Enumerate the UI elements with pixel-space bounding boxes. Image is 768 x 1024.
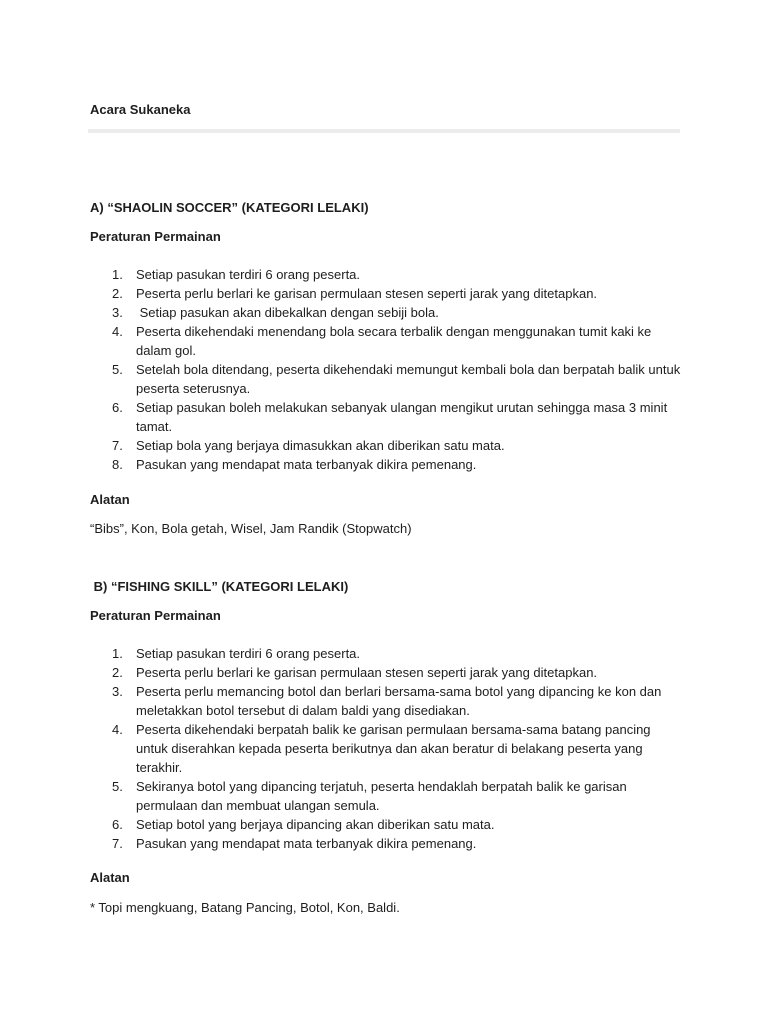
section-a-tools-heading: Alatan <box>90 492 130 507</box>
rule-item: 5. Setelah bola ditendang, peserta dikehendaki memungut kembali bola dan berpatah balik untuk peserta seterusnya. <box>112 362 681 396</box>
document-title: Acara Sukaneka <box>90 102 191 117</box>
rule-item: 1. Setiap pasukan terdiri 6 orang peserta. <box>112 646 361 661</box>
rule-item: 3. Peserta perlu memancing botol dan berlari bersama-sama botol yang dipancing ke kon dan meletakkan botol tersebut di dalam baldi yang disediakan. <box>112 684 662 718</box>
section-a-heading: A) “SHAOLIN SOCCER” (KATEGORI LELAKI) <box>90 200 369 215</box>
section-b-tools: * Topi mengkuang, Batang Pancing, Botol, Kon, Baldi. <box>90 900 400 915</box>
section-b-rules-list <box>112 644 682 853</box>
rule-item: 8. Pasukan yang mendapat mata terbanyak dikira pemenang. <box>112 457 477 472</box>
rule-item: 5. Sekiranya botol yang dipancing terjatuh, peserta hendaklah berpatah balik ke garisan permulaan dan membuat ulangan semula. <box>112 779 627 813</box>
section-b-tools-heading: Alatan <box>90 870 130 885</box>
rule-item: 3. Setiap pasukan akan dibekalkan dengan sebiji bola. <box>112 305 439 320</box>
rule-item: 6. Setiap pasukan boleh melakukan sebanyak ulangan mengikut urutan sehingga masa 3 minit tamat. <box>112 400 668 434</box>
section-a-rules-list <box>112 265 682 474</box>
rule-item: 1. Setiap pasukan terdiri 6 orang peserta. <box>112 267 361 282</box>
section-a-rules-heading: Peraturan Permainan <box>90 229 221 244</box>
rule-item: 2. Peserta perlu berlari ke garisan permulaan stesen seperti jarak yang ditetapkan. <box>112 665 598 680</box>
section-a-tools: “Bibs”, Kon, Bola getah, Wisel, Jam Randik (Stopwatch) <box>90 521 412 536</box>
rule-item: 7. Pasukan yang mendapat mata terbanyak dikira pemenang. <box>112 836 477 851</box>
rule-item: 4. Peserta dikehendaki berpatah balik ke garisan permulaan bersama-sama batang pancing untuk diserahkan kepada peserta berikutnya dan akan beratur di belakang peserta yang terakhir. <box>112 722 651 775</box>
rule-item: 2. Peserta perlu berlari ke garisan permulaan stesen seperti jarak yang ditetapkan. <box>112 286 598 301</box>
rule-item: 7. Setiap bola yang berjaya dimasukkan akan diberikan satu mata. <box>112 438 505 453</box>
divider <box>88 129 680 133</box>
section-b-rules-heading: Peraturan Permainan <box>90 608 221 623</box>
section-b-heading: B) “FISHING SKILL” (KATEGORI LELAKI) <box>90 579 349 594</box>
rule-item: 6. Setiap botol yang berjaya dipancing akan diberikan satu mata. <box>112 817 495 832</box>
rule-item: 4. Peserta dikehendaki menendang bola secara terbalik dengan menggunakan tumit kaki ke dalam gol. <box>112 324 652 358</box>
